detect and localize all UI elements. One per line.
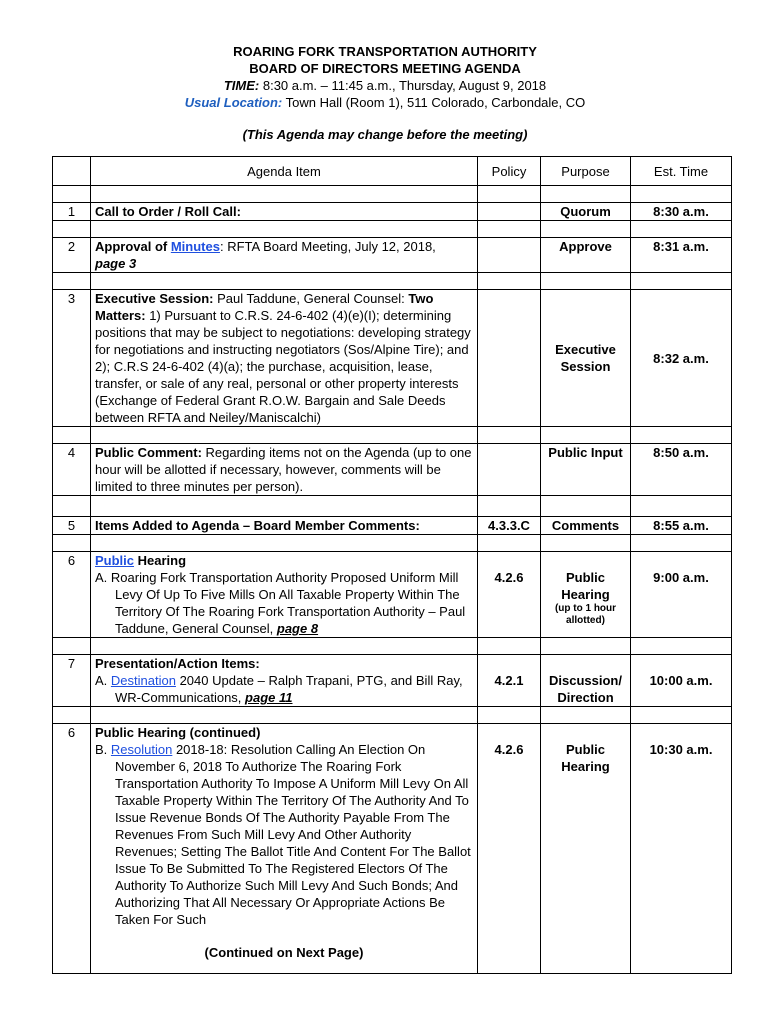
page-reference: page 11 — [245, 690, 293, 705]
row-policy — [478, 290, 541, 427]
row-title: Hearing — [134, 553, 187, 568]
continued-note: (Continued on Next Page) — [204, 945, 364, 960]
row-policy: 4.2.6 — [478, 552, 541, 638]
row-bold-text: Two Matters: — [95, 291, 434, 323]
table-header-row — [53, 157, 732, 186]
row-title: Executive Session: — [95, 291, 214, 306]
public-link[interactable]: Public — [95, 553, 135, 568]
purpose-line: Discussion/ — [549, 673, 622, 688]
purpose-note: (up to 1 hour allotted) — [554, 603, 617, 626]
header-agenda-item: Agenda Item — [91, 157, 478, 186]
header-purpose: Purpose — [541, 157, 631, 186]
sub-item-b — [95, 741, 473, 928]
row-policy — [478, 444, 541, 496]
row-purpose — [541, 290, 631, 427]
row-number: 3 — [53, 290, 91, 427]
row-content — [91, 444, 478, 496]
purpose-line: Hearing — [561, 759, 610, 774]
row-content — [91, 724, 478, 974]
row-number: 5 — [53, 517, 91, 535]
agenda-row-4 — [53, 444, 732, 496]
row-purpose: Quorum — [541, 203, 631, 221]
row-policy: 4.2.6 — [478, 724, 541, 974]
row-policy: 4.2.1 — [478, 655, 541, 707]
agenda-note: (This Agenda may change before the meeting) — [242, 127, 528, 142]
row-text: Regarding items not on the Agenda (up to one hour will be allotted if necessary, however, comments will be limited to three minutes per person). — [95, 445, 472, 494]
row-policy — [478, 203, 541, 221]
row-number: 1 — [53, 203, 91, 221]
row-content — [91, 655, 478, 707]
purpose-line: Public — [565, 742, 605, 757]
row-title: Call to Order / Roll Call: — [91, 203, 478, 221]
row-purpose — [541, 724, 631, 974]
sub-item-label: B. — [95, 742, 111, 757]
row-number: 2 — [53, 238, 91, 273]
page-reference: page 8 — [276, 621, 319, 636]
row-title: Approval of — [95, 239, 171, 254]
sub-item-text: A. Roaring Fork Transportation Authority Proposed Uniform Mill Levy Of Up To Five Mills On All Taxable Property Within The Territory Of The Roaring Fork Transportation Authority – Paul Taddune, General Counsel, — [95, 570, 466, 636]
agenda-row-7 — [53, 655, 732, 707]
row-title: Items Added to Agenda – Board Member Comments: — [91, 517, 478, 535]
spacer-row — [53, 427, 732, 444]
row-time: 10:00 a.m. — [631, 655, 732, 707]
row-number: 4 — [53, 444, 91, 496]
meeting-time — [0, 78, 770, 93]
header-est-time: Est. Time — [631, 157, 732, 186]
row-purpose: Comments — [541, 517, 631, 535]
row-purpose: Public Input — [541, 444, 631, 496]
agenda-row-6-continued — [53, 724, 732, 974]
row-number: 7 — [53, 655, 91, 707]
purpose-line: Session — [560, 359, 611, 374]
row-text: : RFTA Board Meeting, July 12, 2018, — [219, 239, 436, 254]
sub-item-label: A. — [95, 673, 111, 688]
row-title: Presentation/Action Items: — [95, 656, 260, 671]
agency-title: ROARING FORK TRANSPORTATION AUTHORITY — [233, 44, 537, 59]
spacer-row — [53, 535, 732, 552]
destination-link[interactable]: Destination — [110, 673, 176, 688]
row-title: Public Hearing (continued) — [95, 725, 261, 740]
agenda-row-1 — [53, 203, 732, 221]
sub-item-a — [95, 672, 473, 706]
purpose-line: Public — [565, 570, 605, 585]
resolution-link[interactable]: Resolution — [110, 742, 173, 757]
agenda-table — [52, 156, 732, 974]
row-purpose — [541, 655, 631, 707]
row-purpose: Approve — [541, 238, 631, 273]
agenda-subtitle: BOARD OF DIRECTORS MEETING AGENDA — [249, 61, 521, 76]
row-content — [91, 238, 478, 273]
spacer-row — [53, 221, 732, 238]
spacer-row — [53, 707, 732, 724]
sub-item-text: 2040 Update – Ralph Trapani, PTG, and Bill Ray, WR-Communications, — [115, 673, 463, 705]
time-label: TIME: — [223, 78, 260, 93]
row-purpose — [541, 552, 631, 638]
row-number: 6 — [53, 724, 91, 974]
header-num-cell — [53, 157, 91, 186]
minutes-link[interactable]: Minutes — [170, 239, 220, 254]
agenda-row-3 — [53, 290, 732, 427]
row-policy — [478, 238, 541, 273]
row-title: Public Comment: — [95, 445, 202, 460]
row-text: Paul Taddune, General Counsel: — [213, 291, 409, 306]
header-policy: Policy — [478, 157, 541, 186]
location-label: Usual Location: — [184, 95, 283, 110]
spacer-row — [53, 273, 732, 290]
purpose-line: Executive — [555, 342, 616, 357]
agenda-row-2 — [53, 238, 732, 273]
row-time: 10:30 a.m. — [631, 724, 732, 974]
meeting-location — [0, 95, 770, 110]
time-value: 8:30 a.m. – 11:45 a.m., Thursday, August 9, 2018 — [259, 78, 547, 93]
spacer-row — [53, 638, 732, 655]
spacer-row — [53, 496, 732, 517]
row-time: 8:31 a.m. — [631, 238, 732, 273]
location-value: Town Hall (Room 1), 511 Colorado, Carbondale, CO — [282, 95, 586, 110]
row-text: 1) Pursuant to C.R.S. 24-6-402 (4)(e)(I); determining positions that may be subject to negotiations: developing strategy for negotiations and instructing negotiators (Sos/Alpine Tire); and 2); C.R.S 24-6-402 (4)(a); the purchase, acquisition, lease, transfer, or sale of any real, personal or other property interests (Exchange of Federal Grant R.O.W. Bargain and Sale Deeds between RFTA and Neiley/Maniscalchi) — [95, 308, 471, 425]
row-content — [91, 552, 478, 638]
row-content — [91, 290, 478, 427]
purpose-line: Hearing — [561, 587, 610, 602]
row-time: 8:30 a.m. — [631, 203, 732, 221]
page-reference: page 3 — [95, 256, 137, 271]
agenda-row-6 — [53, 552, 732, 638]
purpose-line: Direction — [557, 690, 614, 705]
sub-item-a — [95, 569, 473, 637]
row-policy: 4.3.3.C — [478, 517, 541, 535]
spacer-row — [53, 186, 732, 203]
row-time: 8:32 a.m. — [631, 290, 732, 427]
row-time: 8:50 a.m. — [631, 444, 732, 496]
row-number: 6 — [53, 552, 91, 638]
row-time: 8:55 a.m. — [631, 517, 732, 535]
row-time: 9:00 a.m. — [631, 552, 732, 638]
agenda-row-5 — [53, 517, 732, 535]
sub-item-text: 2018-18: Resolution Calling An Election On November 6, 2018 To Authorize The Roaring Fork Transportation Authority To Impose A Uniform Mill Levy On All Taxable Property Within The Territory Of The Authority And To Issue Revenue Bonds Of The Authority Payable From The Revenues From Such Mill Levy And Other Authority Revenues; Setting The Ballot Title And Content For The Ballot Issue To Be Submitted To The Registered Electors Of The Authority To Authorize Such Mill Levy And Such Bonds; And Authorizing That All Necessary Or Appropriate Actions Be Taken For Such — [115, 742, 471, 927]
